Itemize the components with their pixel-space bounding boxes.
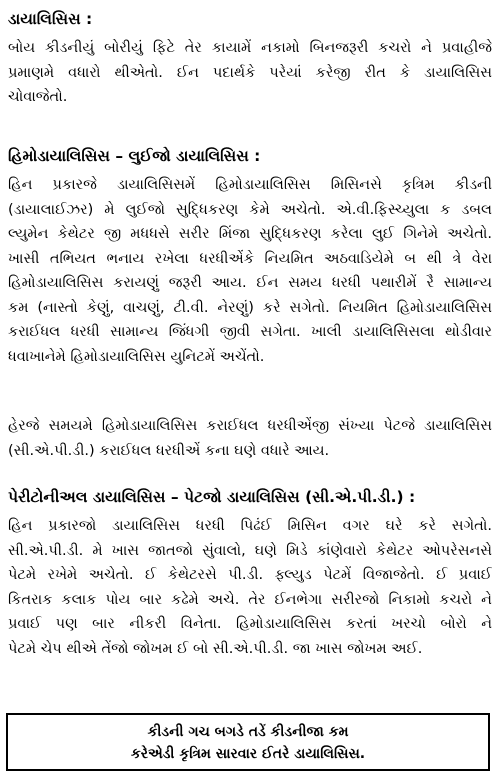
text-line: પ્રમાણમે વધારો થીએતો. ઈન પદાર્થકે પરેયાં કરેજી રીત કે ડાયાલિસિસ: [8, 64, 492, 81]
text-line: સી.એ.પી.ડી. મે ખાસ જાતજો સુંવાલો, ઘણે મિડે કાંણેવારો કેથેટર ઓપરેસનસે: [8, 542, 492, 559]
callout-line-1: કીડની ગચ બગડે તડેં કીડનીજા કમ: [147, 724, 349, 740]
section-heading-peritoneal-dialysis: પેરીટોનીઅલ ડાયાલિસિસ – પેટજો ડાયાલિસિસ (સી.એ.પી.ડી.) :: [8, 488, 416, 506]
text-line: હિમોડાયાલિસિસ કરાયણું જરૂરી આય. ઈન સમય ધરધી પથારીમેં રૈ સામાન્ય: [8, 275, 492, 291]
text-line: ખાસી તભિયત ભનાય રખેલા ધરધીએંકે નિયમિત અઠવાડિયેમે બ થી ત્રે વેરા: [8, 250, 492, 267]
text-line: કમ (નાસ્તો કેણું, વાચણું, ટી.વી. નેરણું) કરે સગેતો. નિયમિત હિમોડાયાલિસિસ: [8, 299, 492, 316]
callout-line-2: કરેએડી કૃત્રિમ સારવાર ઈતરે ડાયાલિસિસ.: [130, 746, 366, 762]
text-line: (ડાયાલાઈઝર) મે લુઈજો સુદ્ધિકરણ કેમે અચેતો. એ.વી.ફિસ્ચ્યુલા ક ડબલ: [8, 201, 492, 218]
text-line: કિતરાક કલાક પોય બાર કઢેમે અચે. તેર ઈનભેગા સરીરજો નિકામો કચરો ને: [8, 591, 492, 608]
text-line: પેટમે ચેપ થીએ તેંજો જોખમ ઈ બો સી.એ.પી.ડી. જા ખાસ જોખમ અઈ.: [8, 640, 423, 657]
summary-callout-box: [6, 713, 490, 771]
paragraph-dialysis-intro: [8, 36, 492, 110]
section-heading-dialysis: ડાયાલિસિસ :: [8, 10, 93, 28]
text-line: કરાઈધલ ધરધી સામાન્ય જિંધગી જીવી સગેતા. ખાલી ડાયાલિસિસલા થોડીવાર: [8, 324, 492, 340]
text-line: ધવાખાનેમે હિમોડાયાલિસિસ યુનિટમેં અચેંતો.: [8, 348, 265, 365]
text-line: હિન પ્રકારજે ડાયાલિસિસમેં હિમોડાયાલિસિસ મિસિનસે કૃત્રિમ કીડની: [8, 177, 492, 193]
text-line: હિન પ્રકારજો ડાયાલિસિસ ધરધી પિઢંઈ મિસિન વગર ઘરે કરે સગેતો.: [8, 518, 492, 534]
paragraph-hemodialysis: [8, 173, 492, 369]
section-heading-hemodialysis: હિમોડાયાલિસિસ – લુઈજો ડાયાલિસિસ :: [8, 147, 261, 165]
text-line: પ્રવાઈ પણ બાર નીકરી વિનેતા. હિમોડાયાલિસિસ કરતાં ખરચો બોરો ને: [8, 616, 492, 632]
text-line: ચોવાજેતો.: [8, 89, 68, 105]
paragraph-capd: [8, 514, 492, 661]
text-line: બોય કીડનીયું બોરીયું ફિટે તેર કાયામેં નકામો બિનજરૂરી કચરો ને પ્રવાહીજે: [8, 40, 492, 56]
paragraph-hemodialysis-comparison: [8, 414, 492, 463]
text-line: હેરજે સમયમે હિમોડાયાલિસિસ કરાઈધલ ધરધીએંજી સંખ્યા પેટજે ડાયાલિસિસ: [8, 418, 492, 434]
text-line: પેટમે રખેમે અચેતો. ઈ કેથેટરસે પી.ડી. ફ્લ્યુડ પેટમેં વિજાજેતો. ઈ પ્રવાઈ: [8, 567, 492, 583]
text-line: લ્યુમેન કેથેટર જી મધધસે સરીર મિંજા સુદ્ધિકરણ કરેલા લુઈ ગિનેમે અચેતો.: [8, 226, 492, 242]
text-line: (સી.એ.પી.ડી.) કરાઈધલ ધરધીએં કના ઘણે વધારે આય.: [8, 442, 330, 459]
